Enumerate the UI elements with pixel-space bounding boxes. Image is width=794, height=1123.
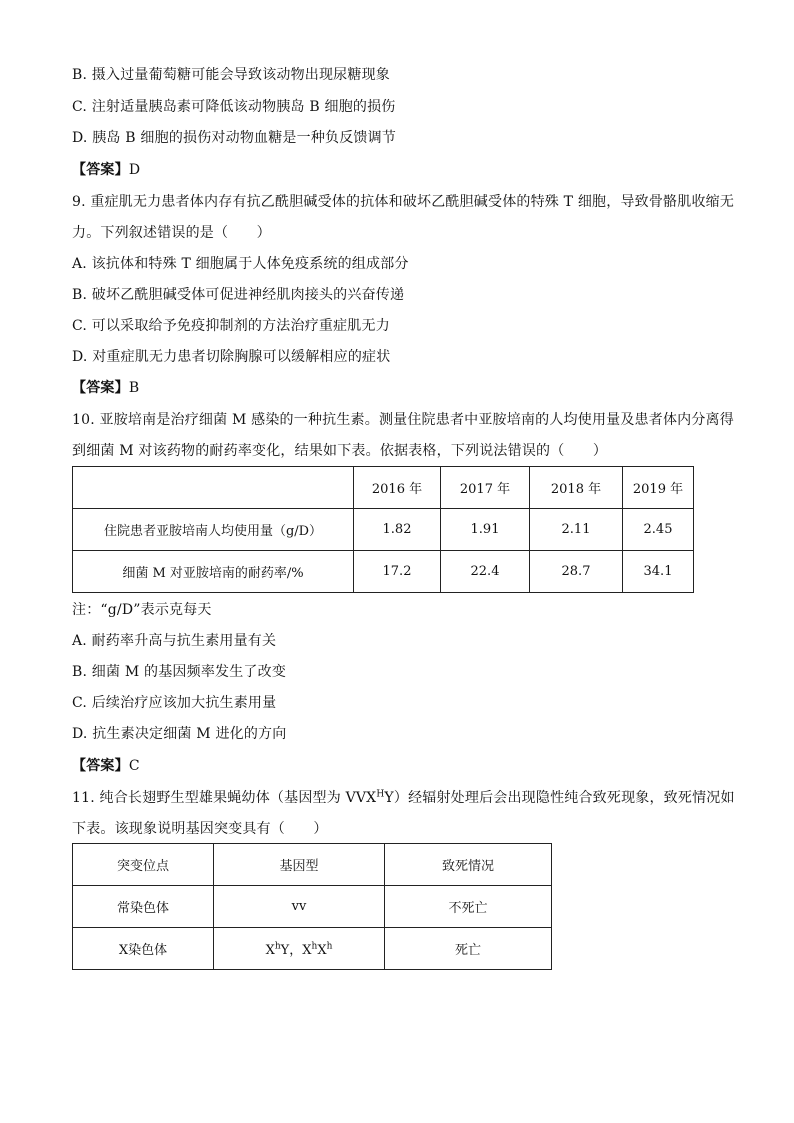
genotype-x: X [265,943,275,958]
table-row [73,509,694,551]
superscript: h [274,941,281,952]
resistance-table [72,466,694,593]
table-header-cell: 2016 年 [354,467,441,509]
option-d-q9: D. 对重症肌无力患者切除胸腺可以缓解相应的症状 [72,349,391,365]
table-cell: 34.1 [623,551,694,593]
genotype-cell [214,928,385,970]
table-header-cell [73,467,354,509]
option-c-q8: C. 注射适量胰岛素可降低该动物胰岛 B 细胞的损伤 [72,99,396,115]
table-header-cell: 2018 年 [530,467,623,509]
question-9-line2: 力。下列叙述错误的是（ ） [72,225,271,241]
table-header-cell: 突变位点 [73,844,214,886]
superscript: h [311,941,318,952]
table-cell: vv [214,886,385,928]
option-b-q8: B. 摄入过量葡萄糖可能会导致该动物出现尿糖现象 [72,67,390,83]
table-cell: 常染色体 [73,886,214,928]
option-b-q9: B. 破坏乙酰胆碱受体可促进神经肌肉接头的兴奋传递 [72,287,405,303]
mutation-table [72,843,552,970]
genotype-x: X [317,943,327,958]
question-11-line2: 下表。该现象说明基因突变具有（ ） [72,821,328,837]
question-10-line1: 10. 亚胺培南是治疗细菌 M 感染的一种抗生素。测量住院患者中亚胺培南的人均使用量及患者体内分离得 [72,412,734,428]
question-11-text-b: Y）经辐射处理后会出现隐性纯合致死现象，致死情况如 [384,790,735,806]
superscript: H [376,789,385,800]
table-cell: 2.45 [623,509,694,551]
table-row [73,551,694,593]
table-header-cell: 基因型 [214,844,385,886]
table-cell: 不死亡 [385,886,552,928]
option-b-q10: B. 细菌 M 的基因频率发生了改变 [72,664,287,680]
answer-q10 [72,756,140,776]
table-header-cell: 致死情况 [385,844,552,886]
answer-label: 【答案】 [72,380,129,396]
row-label: 细菌 M 对亚胺培南的耐药率/% [73,551,354,593]
question-10-line2: 到细菌 M 对该药物的耐药率变化，结果如下表。依据表格，下列说法错误的（ ） [72,443,608,459]
table-row [73,886,552,928]
table-cell: 17.2 [354,551,441,593]
answer-value: C [128,758,140,774]
table-cell: 28.7 [530,551,623,593]
answer-label: 【答案】 [72,758,129,774]
superscript: h [326,941,333,952]
option-c-q9: C. 可以采取给予免疫抑制剂的方法治疗重症肌无力 [72,318,390,334]
table-header-cell: 2019 年 [623,467,694,509]
question-11-text-a: 11. 纯合长翅野生型雄果蝇幼体（基因型为 VVX [72,790,377,806]
answer-value: B [128,380,140,396]
row-label: 住院患者亚胺培南人均使用量（g/D） [73,509,354,551]
option-c-q10: C. 后续治疗应该加大抗生素用量 [72,695,277,711]
table-cell: X染色体 [73,928,214,970]
table-cell: 1.82 [354,509,441,551]
table-cell: 1.91 [441,509,530,551]
table-cell: 2.11 [530,509,623,551]
table-note: 注：“g/D”表示克每天 [72,602,212,618]
question-11-line1 [72,788,735,808]
option-d-q10: D. 抗生素决定细菌 M 进化的方向 [72,726,287,742]
table-cell: 22.4 [441,551,530,593]
table-header-cell: 2017 年 [441,467,530,509]
answer-label: 【答案】 [72,162,129,178]
option-a-q9: A. 该抗体和特殊 T 细胞属于人体免疫系统的组成部分 [72,256,409,272]
genotype-y: Y，X [280,943,312,958]
option-a-q10: A. 耐药率升高与抗生素用量有关 [72,633,277,649]
answer-q9 [72,378,139,398]
answer-q8 [72,160,140,180]
question-9-line1: 9. 重症肌无力患者体内存有抗乙酰胆碱受体的抗体和破坏乙酰胆碱受体的特殊 T 细胞，导致骨骼肌收缩无 [72,194,735,210]
table-cell: 死亡 [385,928,552,970]
table-header-row [73,844,552,886]
table-header-row [73,467,694,509]
answer-value: D [128,162,141,178]
option-d-q8: D. 胰岛 B 细胞的损伤对动物血糖是一种负反馈调节 [72,130,397,146]
table-row [73,928,552,970]
